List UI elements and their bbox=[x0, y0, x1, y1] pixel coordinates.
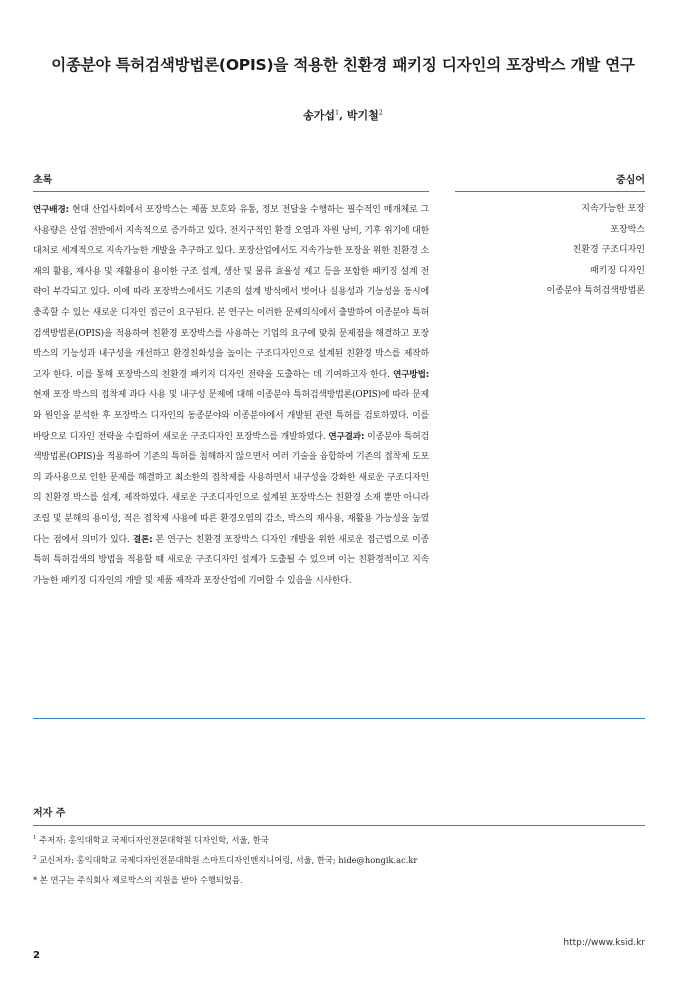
keywords-heading-rule bbox=[455, 191, 645, 192]
paper-title: 이종분야 특허검색방법론(OPIS)을 적용한 친환경 패키징 디자인의 포장박스 개발 연구 bbox=[51, 56, 635, 74]
note-mark: 1 bbox=[33, 835, 37, 842]
keywords-heading: 중심어 bbox=[616, 175, 645, 186]
abstract-heading-rule bbox=[33, 191, 429, 192]
abstract-section-label: 연구결과: bbox=[328, 431, 365, 442]
footer-url: http://www.ksid.kr bbox=[563, 938, 645, 948]
keyword-item: 이종분야 특허검색방법론 bbox=[546, 286, 645, 296]
abstract-section-text: 이종분야 특허검색방법론(OPIS)을 적용하여 기존의 특허를 침해하지 않으면서 여러 기술을 융합하여 기존의 접착제 도포의 과사용으로 인한 문제를 해결하고 최소한의 접착제를 사용하면서 내구성을 강화한 새로운 구조디자인의 친환경 박스를 설계, 제작하였다. 새로운 구조디자인으로 설계된 포장박스는 친환경 소재 뿐만 아니라 조립 및 분해의 용이성, 적은 접착제 사용에 따른 환경오염의 감소, 박스의 재사용, 재활용 가능성을 높였다는 점에서 의미가 있다. bbox=[33, 431, 429, 545]
keyword-item: 지속가능한 포장 bbox=[581, 204, 645, 214]
abstract-section-label: 연구방법: bbox=[393, 369, 430, 380]
keyword-item: 친환경 구조디자인 bbox=[572, 245, 645, 255]
abstract-heading: 초록 bbox=[33, 175, 53, 186]
abstract-body bbox=[33, 200, 429, 591]
note-text: * 본 연구는 주식회사 제로박스의 지원을 받아 수행되었음. bbox=[33, 875, 243, 885]
author-note bbox=[33, 854, 417, 866]
author-affiliation-mark: 2 bbox=[378, 108, 383, 117]
note-text: 교신저자: 홍익대학교 국제디자인전문대학원 스마트디자인엔지니어링, 서울, 한국; hide@hongik.ac.kr bbox=[36, 855, 418, 865]
keyword-item: 패키징 디자인 bbox=[589, 265, 645, 276]
note-mark: 2 bbox=[33, 855, 37, 862]
funding-note bbox=[33, 874, 243, 886]
abstract-section-label: 결론: bbox=[132, 534, 153, 545]
author-affiliation-mark: 1 bbox=[335, 108, 340, 117]
author-name: 송가섭 bbox=[303, 109, 336, 122]
abstract-section-text: 본 연구는 친환경 포장박스 디자인 개발을 위한 새로운 접근법으로 이종특허 특허검색의 방법을 적용할 때 새로운 구조디자인 설계가 도출될 수 있으며 이는 친환경적이고 지속가능한 패키징 디자인의 개발 및 제품 제작과 포장산업에 기여할 수 있음을 시사한다. bbox=[33, 534, 429, 586]
note-text: 주저자: 홍익대학교 국제디자인전문대학원 디자인학, 서울, 한국 bbox=[36, 835, 269, 845]
author-separator: , bbox=[339, 109, 347, 122]
abstract-section-text: 현재 포장 박스의 접착제 과다 사용 및 내구성 문제에 대해 이종분야 특허검색방법론(OPIS)에 따라 문제와 원인을 분석한 후 포장박스 디자인의 동종분야와 이종분야에서 개발된 관련 특허를 검토하였다. 이를 바탕으로 디자인 전략을 수립하여 새로운 구조디자인 포장박스를 개발하였다. bbox=[33, 390, 429, 442]
abstract-section-text: 현대 산업사회에서 포장박스는 제품 보호와 유통, 정보 전달을 수행하는 필수적인 매개체로 그 사용량은 산업 전반에서 지속적으로 증가하고 있다. 전지구적인 환경 오염과 자원 낭비, 기후 위기에 대한 대처로 세계적으로 지속가능한 개발을 추구하고 있다. 포장산업에서도 지속가능한 포장을 위한 친환경 소재의 활용, 재사용 및 재활용이 용이한 구조 설계, 생산 및 물류 효율성 제고 등을 포함한 패키징 설계 전략이 부각되고 있다. 이에 따라 포장박스에서도 기존의 설계 방식에서 벗어나 실용성과 기능성을 동시에 충족할 수 있는 새로운 디자인 접근이 요구된다. 본 연구는 이러한 문제의식에서 출발하여 이종분야 특허검색방법론(OPIS)을 적용하여 친환경 포장박스를 사용하는 기업의 요구에 맞춰 문제점을 해결하고 포장박스의 기능성과 내구성을 개선하고 환경친화성을 높이는 구조디자인으로 설계된 친환경 박스를 제작하고자 한다. 이를 통해 포장박스의 친환경 패키지 디자인 전략을 도출하는 데 기여하고자 한다. bbox=[33, 205, 429, 380]
keyword-list bbox=[455, 199, 645, 302]
keyword-item: 포장박스 bbox=[610, 224, 645, 235]
page-number: 2 bbox=[33, 950, 40, 961]
notes-heading-rule bbox=[33, 825, 645, 826]
abstract-section-label: 연구배경: bbox=[33, 205, 69, 215]
notes-heading: 저자 주 bbox=[33, 808, 66, 819]
author-note bbox=[33, 834, 269, 846]
author-name: 박기철 bbox=[346, 109, 379, 122]
author-line bbox=[0, 107, 686, 123]
abstract-end-rule bbox=[33, 718, 645, 719]
